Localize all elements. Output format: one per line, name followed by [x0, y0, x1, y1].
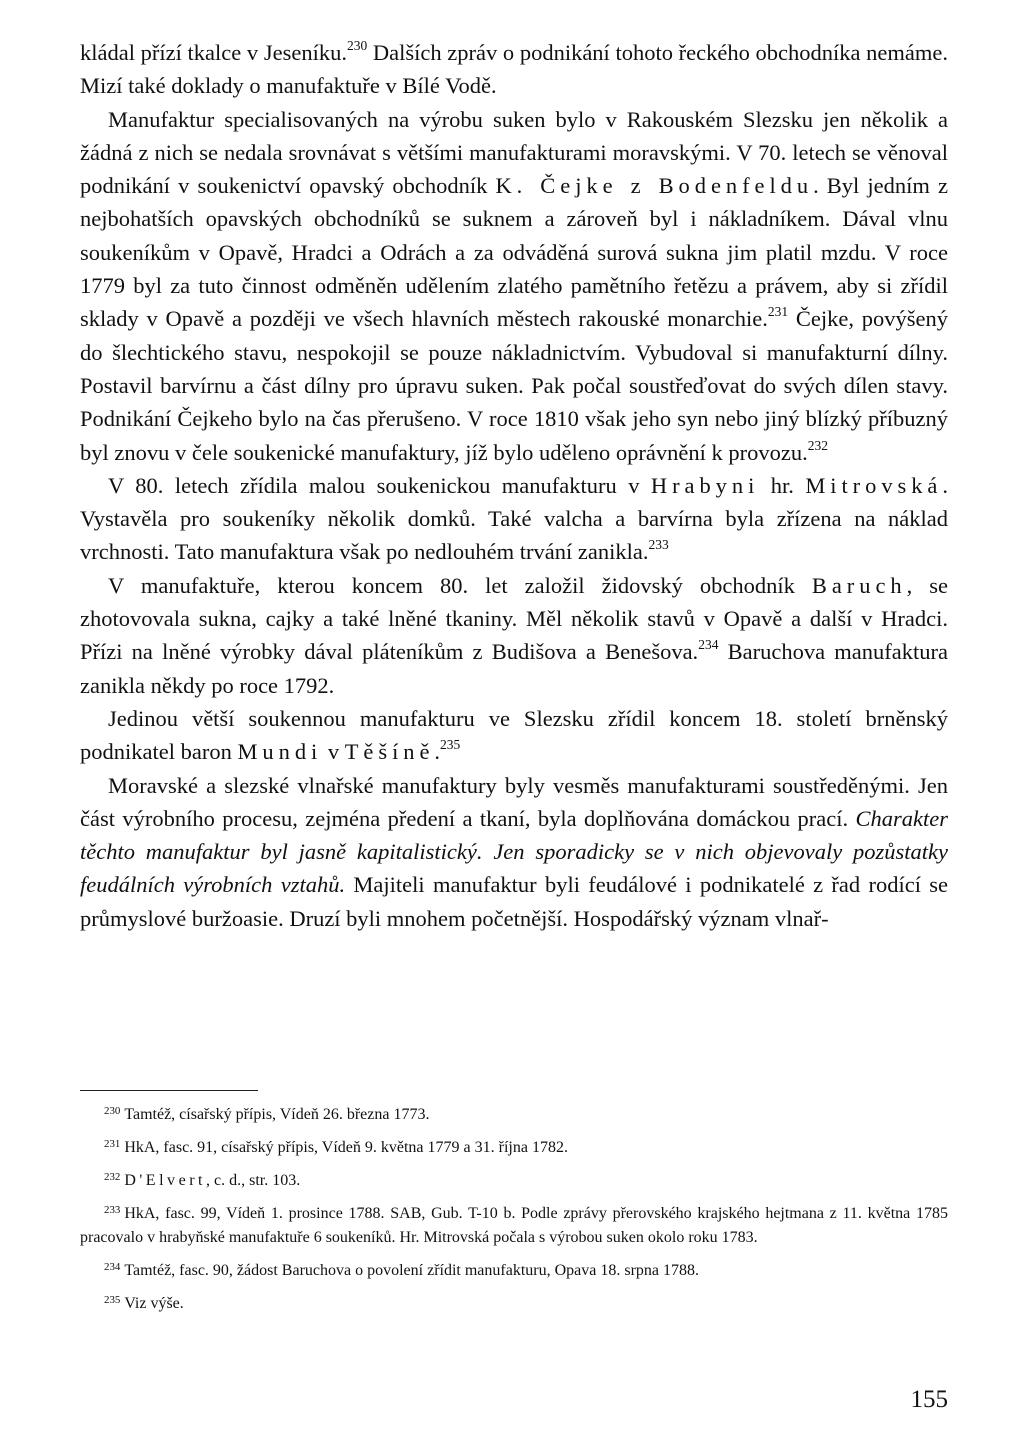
footnote-ref: 231: [767, 304, 789, 320]
text-run: Dalších zpráv o podnikání tohoto řeckého obchodníka nemáme. Mizí také doklady o manufaktuře v Bílé Vodě.: [80, 40, 948, 99]
footnote-ref: 230: [346, 37, 368, 53]
page-number: 155: [910, 1386, 948, 1413]
footnote: [80, 1288, 948, 1316]
footnotes: [80, 1099, 948, 1321]
text-run: Manufaktur specialisovaných na výrobu suken bylo v Rakouském Slezsku jen několik a žádná z nich se nedala srovnávat s většími manufakturami moravskými. V 70. letech se věnoval podnikání v soukenictví opavský obchodník: [80, 106, 948, 199]
footnote-number: 233: [104, 1203, 121, 1216]
spaced-name: Hrabyni: [650, 472, 760, 498]
paragraph: [80, 36, 948, 103]
footnote-number: 231: [104, 1137, 121, 1150]
footnote: [80, 1132, 948, 1160]
page-body: [80, 36, 948, 935]
footnote-divider: [80, 1090, 258, 1091]
text-run: kládal přízí tkalce v Jeseníku.: [80, 40, 347, 65]
paragraph: [80, 702, 948, 769]
spaced-name: D'Elvert: [124, 1171, 207, 1189]
spaced-name: Baruch: [811, 572, 907, 598]
text-run: V manufaktuře, kterou koncem 80. let založil židovský obchodník: [108, 572, 812, 598]
spaced-name: Mitrovská: [805, 472, 943, 498]
footnote: [80, 1165, 948, 1193]
text-run: Majiteli manufaktur byli feudálové i podnikatelé z řad rodící se průmyslové buržoasie. Druzí byli mnohem početnější. Hospodářský význam vlnař-: [80, 872, 949, 931]
text-run: Tamtéž, fasc. 90, žádost Baruchova o povolení zřídit manufakturu, Opava 18. srpna 1788.: [124, 1261, 700, 1279]
footnote-number: 235: [104, 1293, 121, 1306]
text-run: . Vystavěla pro soukeníky několik domků. Také valcha a barvírna byla zřízena na náklad vrchnosti. Tato manufaktura však po nedlouhém trvání zanikla.: [80, 472, 948, 565]
paragraph: [80, 769, 948, 935]
text-run: V 80. letech zřídila malou soukenickou manufakturu v: [108, 472, 651, 498]
text-run: . Byl jedním z nejbohatších opavských obchodníků se suknem a zároveň byl i nákladníkem. Dával vlnu soukeníkům v Opavě, Hradci a Odrách a za odváděná surová sukna jim platil mzdu. V roce 1779 byl za tuto činnost odměněn udělením zlatého pamětního řetězu a právem, aby si zřídil sklady v Opavě a později ve všech hlavních městech rakouské monarchie.: [80, 173, 948, 332]
text-run: hr.: [759, 472, 806, 498]
paragraph: [80, 103, 948, 469]
text-run: .: [434, 739, 441, 765]
footnote-ref: 235: [440, 737, 461, 753]
footnote-number: 234: [104, 1261, 121, 1274]
footnote-ref: 234: [698, 637, 719, 653]
text-run: HkA, fasc. 91, císařský přípis, Vídeň 9. května 1779 a 31. října 1782.: [124, 1138, 568, 1156]
text-run: v: [322, 739, 345, 765]
text-run: , se zhotovovala sukna, cajky a také lněné tkaniny. Měl několik stavů v Opavě a další v Hradci. Přízi na lněné výrobky dával pláteníkům z Budišova a Benešova.: [80, 572, 948, 665]
paragraph: [80, 469, 948, 569]
footnote-ref: 232: [807, 437, 828, 453]
footnote-ref: 233: [648, 537, 669, 553]
text-run: , c. d., str. 103.: [206, 1171, 301, 1189]
footnote: [80, 1198, 948, 1251]
text-run: Jedinou větší soukennou manufakturu ve Slezsku zřídil koncem 18. století brněnský podnikatel baron: [80, 705, 948, 765]
text-run: Moravské a slezské vlnařské manufaktury byly vesměs manufakturami soustředěnými. Jen část výrobního procesu, zejména předení a tkaní, byla doplňována domáckou prací.: [80, 772, 948, 831]
footnote-number: 230: [104, 1105, 121, 1117]
emphasis-text: Charakter těchto manufaktur byl jasně kapitalistický. Jen sporadicky se v nich objevovaly pozůstatky feudálních výrobních vztahů.: [80, 805, 948, 898]
spaced-name: Mundi: [237, 739, 323, 765]
footnote: [80, 1255, 948, 1283]
footnote-number: 232: [104, 1170, 121, 1183]
spaced-name: K. Čejke z Bodenfeldu: [495, 173, 814, 199]
text-run: Tamtéž, císařský přípis, Vídeň 26. března 1773.: [124, 1105, 430, 1123]
paragraph: [80, 569, 948, 702]
footnote: [80, 1099, 948, 1127]
text-run: Čejke, povýšený do šlechtického stavu, nespokojil se pouze nákladnictvím. Vybudoval si manufakturní dílny. Postavil barvírnu a část dílny pro úpravu suken. Pak počal soustřeďovat do svých dílen stavy. Podnikání Čejkeho bylo na čas přerušeno. V roce 1810 však jeho syn nebo jiný blízký příbuzný byl znovu v čele soukenické manufaktury, jíž bylo uděleno oprávnění k provozu.: [80, 306, 948, 465]
text-run: Baruchova manufaktura zanikla někdy po roce 1792.: [80, 639, 948, 698]
text-run: HkA, fasc. 99, Vídeň 1. prosince 1788. SAB, Gub. T-10 b. Podle zprávy přerovského krajského hejtmana z 11. května 1785 pracovalo v hrabyňské manufaktuře 6 soukeníků. Hr. Mitrovská počala s výrobou suken okolo roku 1783.: [80, 1204, 948, 1247]
main-text: [80, 36, 948, 935]
spaced-name: Těšíně: [344, 739, 435, 765]
text-run: Viz výše.: [124, 1294, 184, 1312]
